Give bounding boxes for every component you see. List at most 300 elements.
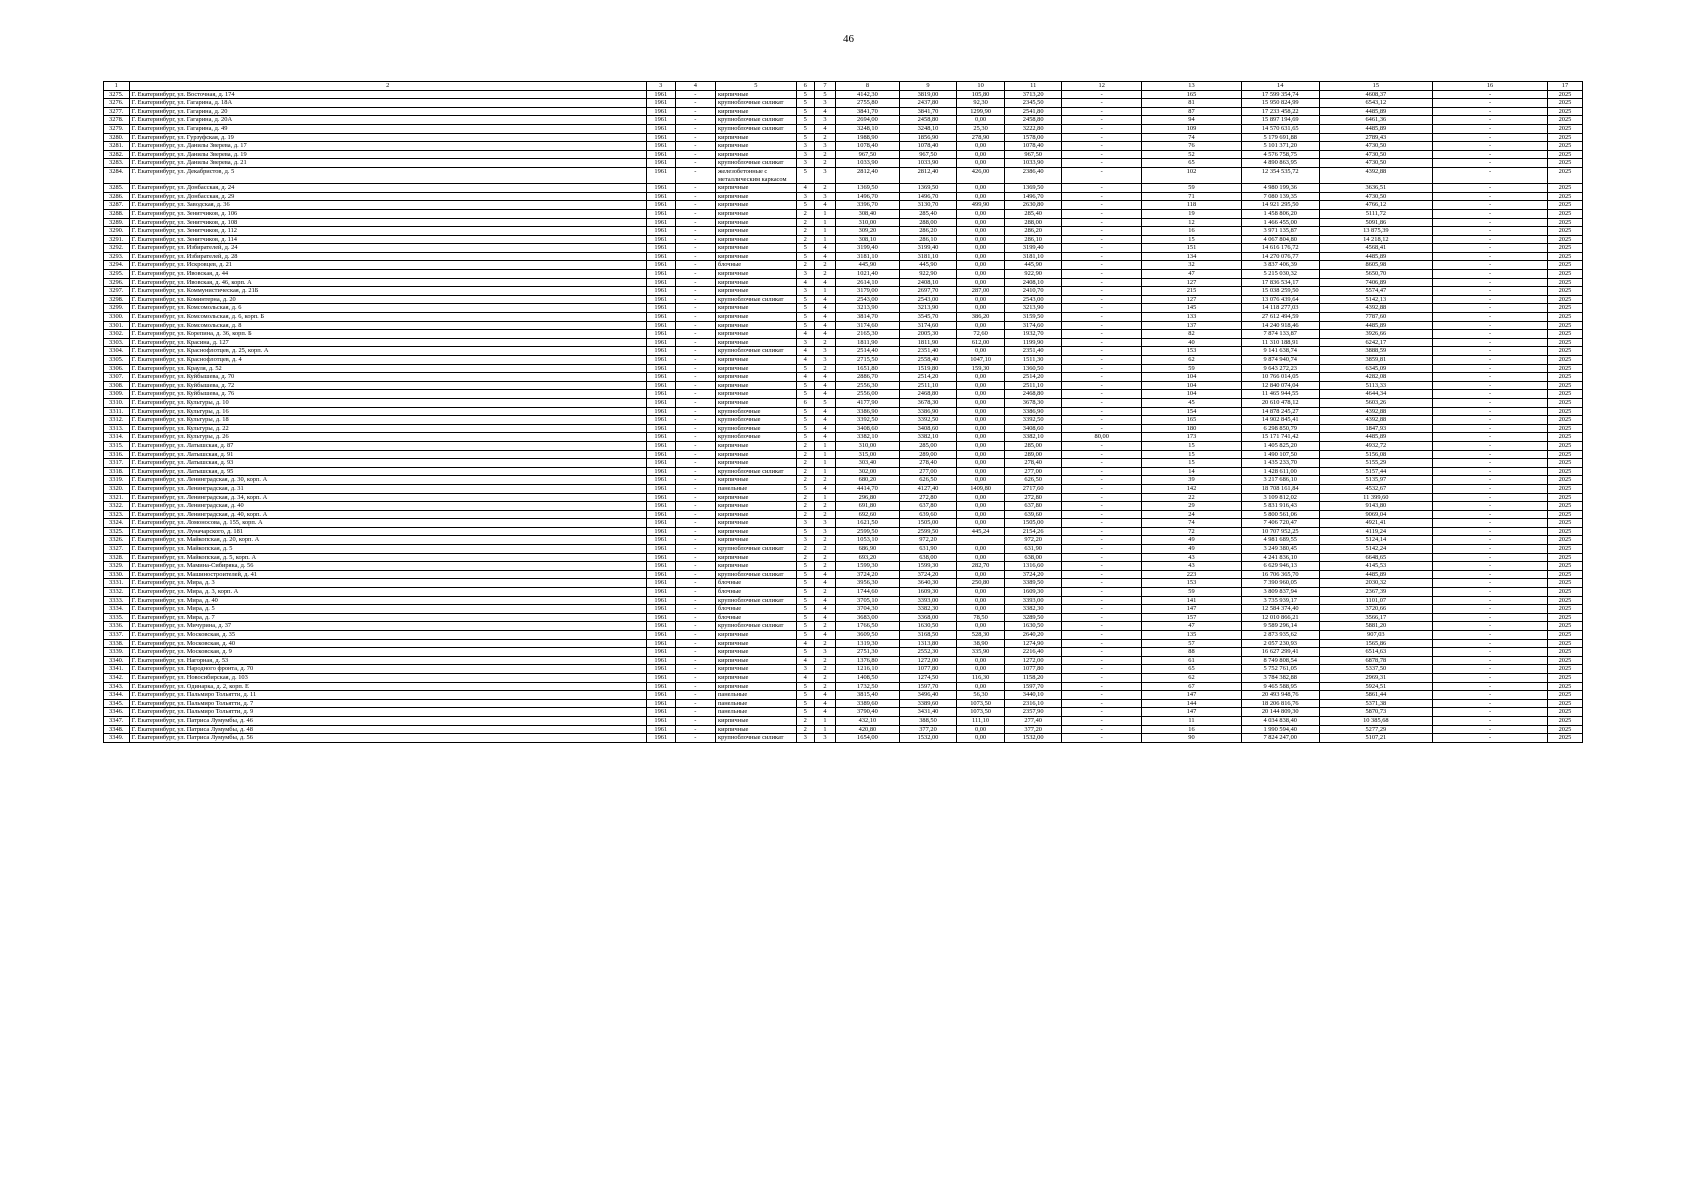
floors-cell: 5 <box>796 484 814 493</box>
floors-cell: 5 <box>796 313 814 322</box>
living-area-nonresidential-cell: 0,00 <box>957 244 1005 253</box>
cost-per-sqm-cell: 2969,31 <box>1319 673 1433 682</box>
table-row <box>104 579 1583 588</box>
total-area-cell: 2694,00 <box>836 116 900 125</box>
row-number-cell: 3311. <box>104 407 130 416</box>
year-built-cell: 1961 <box>646 725 675 734</box>
planned-year-cell: 2025 <box>1547 665 1582 674</box>
year-built-cell: 1961 <box>646 673 675 682</box>
row-number-cell: 3289. <box>104 218 130 227</box>
planned-year-cell: 2025 <box>1547 734 1582 743</box>
planned-year-cell: 2025 <box>1547 99 1582 108</box>
cost-extra-cell: - <box>1433 218 1548 227</box>
year-reconstructed-cell: - <box>675 433 715 442</box>
entrances-cell: 4 <box>814 107 835 116</box>
cost-per-sqm-cell: 5870,73 <box>1319 708 1433 717</box>
total-area-cell: 3956,30 <box>836 579 900 588</box>
residents-count-cell: 173 <box>1142 433 1242 442</box>
planned-year-cell: 2025 <box>1547 622 1582 631</box>
address-cell: Г. Екатеринбург, ул. Донбасская, д. 24 <box>129 184 646 193</box>
wall-material-cell: кирпичные <box>716 252 797 261</box>
cost-total-cell: 4 890 863,95 <box>1241 159 1319 168</box>
floors-cell: 5 <box>796 167 814 183</box>
cost-per-sqm-cell: 4921,41 <box>1319 519 1433 528</box>
column-number-cell: 4 <box>675 82 715 91</box>
living-area-residential-cell: 1078,40 <box>1005 142 1062 151</box>
table-row <box>104 244 1583 253</box>
living-area-total-cell: 1272,00 <box>899 656 956 665</box>
floors-cell: 5 <box>796 622 814 631</box>
row-number-cell: 3339. <box>104 648 130 657</box>
entrances-cell: 1 <box>814 716 835 725</box>
address-cell: Г. Екатеринбург, ул. Пальмиро Тольятти, д. 7 <box>129 699 646 708</box>
total-area-cell: 3396,70 <box>836 201 900 210</box>
living-area-residential-cell: 631,90 <box>1005 545 1062 554</box>
cost-total-cell: 15 897 194,69 <box>1241 116 1319 125</box>
cost-extra-cell: - <box>1433 338 1548 347</box>
living-area-residential-cell: 3181,10 <box>1005 252 1062 261</box>
table-row <box>104 545 1583 554</box>
total-area-cell: 310,00 <box>836 218 900 227</box>
cost-per-sqm-cell: 4145,53 <box>1319 562 1433 571</box>
living-area-residential-cell: 2541,80 <box>1005 107 1062 116</box>
planned-year-cell: 2025 <box>1547 648 1582 657</box>
address-cell: Г. Екатеринбург, ул. Культуры, д. 26 <box>129 433 646 442</box>
planned-year-cell: 2025 <box>1547 218 1582 227</box>
planned-year-cell: 2025 <box>1547 270 1582 279</box>
address-cell: Г. Екатеринбург, ул. Ленинградская, д. 30, корп. А <box>129 476 646 485</box>
address-cell: Г. Екатеринбург, ул. Искровцев, д. 21 <box>129 261 646 270</box>
table-row <box>104 493 1583 502</box>
living-area-residential-cell: 967,50 <box>1005 150 1062 159</box>
planned-year-cell: 2025 <box>1547 691 1582 700</box>
planned-year-cell: 2025 <box>1547 278 1582 287</box>
planned-year-cell: 2025 <box>1547 562 1582 571</box>
year-built-cell: 1961 <box>646 519 675 528</box>
cost-per-sqm-cell: 5371,38 <box>1319 699 1433 708</box>
table-row <box>104 142 1583 151</box>
cost-extra-cell: - <box>1433 244 1548 253</box>
total-area-cell: 1408,50 <box>836 673 900 682</box>
area-other-cell: - <box>1062 665 1142 674</box>
residents-count-cell: 104 <box>1142 390 1242 399</box>
address-cell: Г. Екатеринбург, ул. Избирателей, д. 28 <box>129 252 646 261</box>
table-row <box>104 124 1583 133</box>
row-number-cell: 3290. <box>104 227 130 236</box>
year-reconstructed-cell: - <box>675 90 715 99</box>
cost-per-sqm-cell: 4932,72 <box>1319 441 1433 450</box>
row-number-cell: 3338. <box>104 639 130 648</box>
table-row <box>104 192 1583 201</box>
wall-material-cell: крупноблочные силикат <box>716 596 797 605</box>
area-other-cell: - <box>1062 150 1142 159</box>
living-area-nonresidential-cell: 0,00 <box>957 622 1005 631</box>
living-area-total-cell: 2351,40 <box>899 347 956 356</box>
floors-cell: 5 <box>796 527 814 536</box>
cost-per-sqm-cell: 5135,97 <box>1319 476 1433 485</box>
planned-year-cell: 2025 <box>1547 184 1582 193</box>
living-area-nonresidential-cell: 426,00 <box>957 167 1005 183</box>
living-area-total-cell: 2552,30 <box>899 648 956 657</box>
wall-material-cell: кирпичные <box>716 536 797 545</box>
row-number-cell: 3324. <box>104 519 130 528</box>
living-area-nonresidential-cell: 0,00 <box>957 656 1005 665</box>
year-reconstructed-cell: - <box>675 124 715 133</box>
area-other-cell: - <box>1062 527 1142 536</box>
total-area-cell: 310,00 <box>836 441 900 450</box>
cost-per-sqm-cell: 6461,36 <box>1319 116 1433 125</box>
floors-cell: 5 <box>796 133 814 142</box>
year-built-cell: 1961 <box>646 99 675 108</box>
floors-cell: 5 <box>796 579 814 588</box>
cost-per-sqm-cell: 5157,44 <box>1319 467 1433 476</box>
total-area-cell: 3392,50 <box>836 416 900 425</box>
living-area-nonresidential-cell: 0,00 <box>957 184 1005 193</box>
living-area-total-cell: 285,40 <box>899 209 956 218</box>
cost-total-cell: 7 406 720,47 <box>1241 519 1319 528</box>
floors-cell: 5 <box>796 364 814 373</box>
row-number-cell: 3335. <box>104 613 130 622</box>
year-reconstructed-cell: - <box>675 493 715 502</box>
residents-count-cell: 165 <box>1142 416 1242 425</box>
year-reconstructed-cell: - <box>675 656 715 665</box>
wall-material-cell: кирпичные <box>716 364 797 373</box>
floors-cell: 3 <box>796 150 814 159</box>
floors-cell: 5 <box>796 99 814 108</box>
entrances-cell: 2 <box>814 656 835 665</box>
planned-year-cell: 2025 <box>1547 716 1582 725</box>
living-area-nonresidential-cell: 1047,10 <box>957 356 1005 365</box>
year-reconstructed-cell: - <box>675 107 715 116</box>
living-area-total-cell: 1519,80 <box>899 364 956 373</box>
cost-extra-cell: - <box>1433 648 1548 657</box>
area-other-cell: - <box>1062 691 1142 700</box>
year-built-cell: 1961 <box>646 631 675 640</box>
floors-cell: 2 <box>796 441 814 450</box>
column-number-cell: 14 <box>1241 82 1319 91</box>
column-number-cell: 9 <box>899 82 956 91</box>
planned-year-cell: 2025 <box>1547 321 1582 330</box>
wall-material-cell: кирпичные <box>716 287 797 296</box>
entrances-cell: 4 <box>814 330 835 339</box>
entrances-cell: 2 <box>814 510 835 519</box>
living-area-residential-cell: 1158,20 <box>1005 673 1062 682</box>
entrances-cell: 2 <box>814 665 835 674</box>
entrances-cell: 4 <box>814 605 835 614</box>
year-reconstructed-cell: - <box>675 364 715 373</box>
cost-extra-cell: - <box>1433 142 1548 151</box>
planned-year-cell: 2025 <box>1547 142 1582 151</box>
year-reconstructed-cell: - <box>675 691 715 700</box>
wall-material-cell: кирпичные <box>716 673 797 682</box>
address-cell: Г. Екатеринбург, ул. Новосибирская, д. 103 <box>129 673 646 682</box>
residents-count-cell: 19 <box>1142 209 1242 218</box>
cost-extra-cell: - <box>1433 347 1548 356</box>
wall-material-cell: кирпичные <box>716 459 797 468</box>
cost-per-sqm-cell: 907,03 <box>1319 631 1433 640</box>
table-row <box>104 313 1583 322</box>
cost-extra-cell: - <box>1433 124 1548 133</box>
cost-total-cell: 6 629 946,13 <box>1241 562 1319 571</box>
entrances-cell: 4 <box>814 304 835 313</box>
floors-cell: 3 <box>796 665 814 674</box>
living-area-residential-cell: 286,20 <box>1005 227 1062 236</box>
entrances-cell: 4 <box>814 631 835 640</box>
residents-count-cell: 71 <box>1142 192 1242 201</box>
entrances-cell: 2 <box>814 588 835 597</box>
table-row <box>104 201 1583 210</box>
page-number: 46 <box>843 33 854 45</box>
living-area-nonresidential-cell: 25,30 <box>957 124 1005 133</box>
cost-extra-cell: - <box>1433 631 1548 640</box>
entrances-cell: 1 <box>814 467 835 476</box>
cost-total-cell: 7 390 960,05 <box>1241 579 1319 588</box>
year-reconstructed-cell: - <box>675 510 715 519</box>
living-area-total-cell: 3841,70 <box>899 107 956 116</box>
year-reconstructed-cell: - <box>675 133 715 142</box>
floors-cell: 4 <box>796 656 814 665</box>
living-area-nonresidential-cell: 0,00 <box>957 493 1005 502</box>
year-reconstructed-cell: - <box>675 313 715 322</box>
table-row <box>104 648 1583 657</box>
table-row <box>104 116 1583 125</box>
total-area-cell: 691,80 <box>836 502 900 511</box>
total-area-cell: 3382,10 <box>836 433 900 442</box>
entrances-cell: 3 <box>814 142 835 151</box>
address-cell: Г. Екатеринбург, ул. Культуры, д. 18 <box>129 416 646 425</box>
row-number-cell: 3308. <box>104 381 130 390</box>
address-cell: Г. Екатеринбург, ул. Машиностроителей, д. 41 <box>129 570 646 579</box>
cost-total-cell: 14 270 076,77 <box>1241 252 1319 261</box>
planned-year-cell: 2025 <box>1547 407 1582 416</box>
total-area-cell: 4177,90 <box>836 398 900 407</box>
address-cell: Г. Екатеринбург, ул. Зенитчиков, д. 112 <box>129 227 646 236</box>
floors-cell: 4 <box>796 330 814 339</box>
floors-cell: 2 <box>796 553 814 562</box>
cost-extra-cell: - <box>1433 416 1548 425</box>
address-cell: Г. Екатеринбург, ул. Восточная, д. 174 <box>129 90 646 99</box>
table-row <box>104 304 1583 313</box>
living-area-residential-cell: 3408,60 <box>1005 424 1062 433</box>
address-cell: Г. Екатеринбург, ул. Крауля, д. 52 <box>129 364 646 373</box>
residents-count-cell: 142 <box>1142 484 1242 493</box>
total-area-cell: 432,10 <box>836 716 900 725</box>
wall-material-cell: кирпичные <box>716 330 797 339</box>
cost-total-cell: 15 038 259,50 <box>1241 287 1319 296</box>
residents-count-cell: 102 <box>1142 167 1242 183</box>
entrances-cell: 3 <box>814 192 835 201</box>
total-area-cell: 2556,30 <box>836 381 900 390</box>
residents-count-cell: 76 <box>1142 142 1242 151</box>
residents-count-cell: 40 <box>1142 338 1242 347</box>
cost-extra-cell: - <box>1433 184 1548 193</box>
residents-count-cell: 74 <box>1142 133 1242 142</box>
cost-per-sqm-cell: 1847,93 <box>1319 424 1433 433</box>
year-built-cell: 1961 <box>646 407 675 416</box>
area-other-cell: - <box>1062 519 1142 528</box>
cost-per-sqm-cell: 2789,43 <box>1319 133 1433 142</box>
cost-total-cell: 1 405 825,20 <box>1241 441 1319 450</box>
residents-count-cell: 144 <box>1142 699 1242 708</box>
year-reconstructed-cell: - <box>675 596 715 605</box>
total-area-cell: 3814,70 <box>836 313 900 322</box>
row-number-cell: 3285. <box>104 184 130 193</box>
floors-cell: 5 <box>796 124 814 133</box>
planned-year-cell: 2025 <box>1547 244 1582 253</box>
year-built-cell: 1961 <box>646 116 675 125</box>
area-other-cell: - <box>1062 716 1142 725</box>
table-row <box>104 252 1583 261</box>
cost-total-cell: 9 643 272,23 <box>1241 364 1319 373</box>
living-area-nonresidential-cell: 0,00 <box>957 116 1005 125</box>
wall-material-cell: кирпичные <box>716 107 797 116</box>
address-cell: Г. Екатеринбург, ул. Коминтерна, д. 20 <box>129 295 646 304</box>
year-built-cell: 1961 <box>646 150 675 159</box>
cost-total-cell: 3 249 380,45 <box>1241 545 1319 554</box>
living-area-nonresidential-cell: 0,00 <box>957 321 1005 330</box>
living-area-total-cell: 922,90 <box>899 270 956 279</box>
row-number-cell: 3305. <box>104 356 130 365</box>
row-number-cell: 3280. <box>104 133 130 142</box>
total-area-cell: 3683,00 <box>836 613 900 622</box>
year-built-cell: 1961 <box>646 450 675 459</box>
year-built-cell: 1961 <box>646 484 675 493</box>
year-reconstructed-cell: - <box>675 424 715 433</box>
floors-cell: 3 <box>796 338 814 347</box>
cost-per-sqm-cell: 4485,89 <box>1319 124 1433 133</box>
year-built-cell: 1961 <box>646 691 675 700</box>
planned-year-cell: 2025 <box>1547 209 1582 218</box>
living-area-residential-cell: 1077,80 <box>1005 665 1062 674</box>
residents-count-cell: 14 <box>1142 467 1242 476</box>
total-area-cell: 420,80 <box>836 725 900 734</box>
year-reconstructed-cell: - <box>675 159 715 168</box>
living-area-residential-cell: 3289,50 <box>1005 613 1062 622</box>
planned-year-cell: 2025 <box>1547 613 1582 622</box>
year-reconstructed-cell: - <box>675 588 715 597</box>
residents-count-cell: 134 <box>1142 252 1242 261</box>
living-area-nonresidential-cell: 0,00 <box>957 150 1005 159</box>
address-cell: Г. Екатеринбург, ул. Ленинградская, д. 31 <box>129 484 646 493</box>
year-built-cell: 1961 <box>646 682 675 691</box>
year-built-cell: 1961 <box>646 261 675 270</box>
cost-total-cell: 4 980 199,36 <box>1241 184 1319 193</box>
cost-total-cell: 14 921 295,50 <box>1241 201 1319 210</box>
year-reconstructed-cell: - <box>675 416 715 425</box>
area-other-cell: - <box>1062 579 1142 588</box>
wall-material-cell: крупноблочные <box>716 407 797 416</box>
wall-material-cell: кирпичные <box>716 682 797 691</box>
floors-cell: 4 <box>796 639 814 648</box>
cost-total-cell: 1 428 611,00 <box>1241 467 1319 476</box>
living-area-residential-cell: 2386,40 <box>1005 167 1062 183</box>
cost-total-cell: 3 809 837,94 <box>1241 588 1319 597</box>
wall-material-cell: железобетонные с металлическим каркасом <box>716 167 797 183</box>
total-area-cell: 3213,90 <box>836 304 900 313</box>
cost-total-cell: 17 233 458,22 <box>1241 107 1319 116</box>
living-area-residential-cell: 3199,40 <box>1005 244 1062 253</box>
row-number-cell: 3343. <box>104 682 130 691</box>
cost-per-sqm-cell: 4119,24 <box>1319 527 1433 536</box>
year-reconstructed-cell: - <box>675 142 715 151</box>
wall-material-cell: крупноблочные <box>716 424 797 433</box>
cost-extra-cell: - <box>1433 588 1548 597</box>
total-area-cell: 3174,60 <box>836 321 900 330</box>
table-row <box>104 484 1583 493</box>
table-row <box>104 716 1583 725</box>
planned-year-cell: 2025 <box>1547 708 1582 717</box>
cost-total-cell: 10 766 014,05 <box>1241 373 1319 382</box>
living-area-nonresidential-cell: 0,00 <box>957 519 1005 528</box>
residents-count-cell: 153 <box>1142 347 1242 356</box>
year-reconstructed-cell: - <box>675 287 715 296</box>
living-area-nonresidential-cell: 0,00 <box>957 510 1005 519</box>
entrances-cell: 2 <box>814 364 835 373</box>
floors-cell: 5 <box>796 416 814 425</box>
cost-per-sqm-cell: 7406,89 <box>1319 278 1433 287</box>
total-area-cell: 2812,40 <box>836 167 900 183</box>
address-cell: Г. Екатеринбург, ул. Латышская, д. 93 <box>129 459 646 468</box>
table-row <box>104 90 1583 99</box>
cost-per-sqm-cell: 9143,80 <box>1319 502 1433 511</box>
year-reconstructed-cell: - <box>675 390 715 399</box>
address-cell: Г. Екатеринбург, ул. Зенитчиков, д. 114 <box>129 235 646 244</box>
entrances-cell: 2 <box>814 184 835 193</box>
table-row <box>104 450 1583 459</box>
wall-material-cell: кирпичные <box>716 562 797 571</box>
living-area-residential-cell: 2154,26 <box>1005 527 1062 536</box>
total-area-cell: 1744,60 <box>836 588 900 597</box>
living-area-total-cell: 2812,40 <box>899 167 956 183</box>
table-row <box>104 673 1583 682</box>
year-built-cell: 1961 <box>646 579 675 588</box>
planned-year-cell: 2025 <box>1547 287 1582 296</box>
cost-extra-cell: - <box>1433 639 1548 648</box>
year-reconstructed-cell: - <box>675 708 715 717</box>
cost-total-cell: 20 144 809,30 <box>1241 708 1319 717</box>
total-area-cell: 3248,10 <box>836 124 900 133</box>
area-other-cell: - <box>1062 596 1142 605</box>
cost-per-sqm-cell: 4485,89 <box>1319 433 1433 442</box>
entrances-cell: 2 <box>814 150 835 159</box>
address-cell: Г. Екатеринбург, ул. Гагарина, д. 20 <box>129 107 646 116</box>
table-row <box>104 570 1583 579</box>
address-cell: Г. Екатеринбург, ул. Майкопская, д. 5 <box>129 545 646 554</box>
planned-year-cell: 2025 <box>1547 631 1582 640</box>
year-reconstructed-cell: - <box>675 476 715 485</box>
row-number-cell: 3282. <box>104 150 130 159</box>
living-area-total-cell: 2514,20 <box>899 373 956 382</box>
living-area-total-cell: 2458,80 <box>899 116 956 125</box>
cost-per-sqm-cell: 4392,88 <box>1319 416 1433 425</box>
area-other-cell: - <box>1062 588 1142 597</box>
living-area-total-cell: 377,20 <box>899 725 956 734</box>
living-area-total-cell: 3389,60 <box>899 699 956 708</box>
cost-extra-cell: - <box>1433 330 1548 339</box>
year-built-cell: 1961 <box>646 227 675 236</box>
planned-year-cell: 2025 <box>1547 313 1582 322</box>
address-cell: Г. Екатеринбург, ул. Ленинградская, д. 40, корп. А <box>129 510 646 519</box>
cost-total-cell: 14 240 918,46 <box>1241 321 1319 330</box>
residents-count-cell: 52 <box>1142 150 1242 159</box>
area-other-cell: - <box>1062 562 1142 571</box>
residents-count-cell: 165 <box>1142 90 1242 99</box>
cost-total-cell: 4 067 804,80 <box>1241 235 1319 244</box>
wall-material-cell: кирпичные <box>716 639 797 648</box>
floors-cell: 5 <box>796 390 814 399</box>
year-reconstructed-cell: - <box>675 330 715 339</box>
living-area-nonresidential-cell: 0,00 <box>957 235 1005 244</box>
